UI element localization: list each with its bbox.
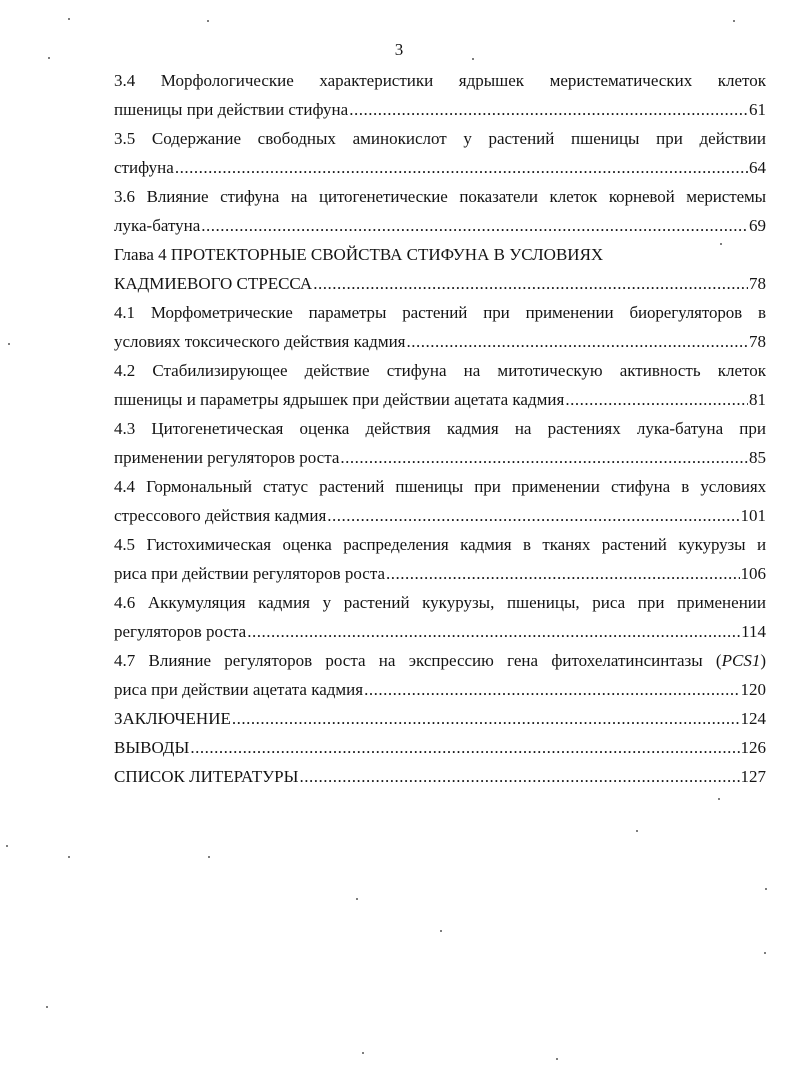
toc-entry-4-1[interactable] (114, 298, 766, 356)
toc-page-ref: 64 (749, 158, 766, 177)
scan-speck (46, 1006, 48, 1008)
toc-entry-title-line: 3.5 Содержание свободных аминокислот у растений пшеницы при действии (114, 129, 766, 148)
toc-page-ref: 126 (740, 738, 766, 757)
toc-page-ref: 81 (749, 390, 766, 409)
toc-entry-last-line (114, 704, 766, 733)
toc-entry-last-line (114, 443, 766, 472)
toc-chapter-title-line (114, 240, 766, 269)
dot-leader (190, 733, 739, 762)
dot-leader (201, 211, 748, 240)
toc-page-ref: 127 (740, 767, 766, 786)
toc-entry-title-end: лука-батуна (114, 216, 201, 235)
toc-entry-title-end: риса при действии регуляторов роста (114, 564, 386, 583)
toc-entry-3-6[interactable] (114, 182, 766, 240)
toc-entry-title-end: стрессового действия кадмия (114, 506, 327, 525)
scan-speck (362, 1052, 364, 1054)
toc-entry-title-end: пшеницы при действии стифуна (114, 100, 349, 119)
dot-leader (407, 327, 749, 356)
toc-entry-4-3[interactable] (114, 414, 766, 472)
toc-entry-conclusion[interactable] (114, 704, 766, 733)
toc-entry-last-line (114, 675, 766, 704)
toc-entry-findings[interactable] (114, 733, 766, 762)
toc-entry-title-line: 4.4 Гормональный статус растений пшеницы при применении стифуна в условиях (114, 477, 766, 496)
toc-entry-4-7[interactable] (114, 646, 766, 704)
scan-speck (720, 243, 722, 245)
toc-page-ref: 78 (749, 274, 766, 293)
page-number: 3 (394, 40, 404, 59)
toc-entry-title-line: 3.6 Влияние стифуна на цитогенетические показатели клеток корневой меристемы (114, 187, 766, 206)
scan-speck (6, 845, 8, 847)
dot-leader (313, 269, 748, 298)
toc-entry-last-line (114, 211, 766, 240)
scan-speck (733, 20, 735, 22)
dot-leader (364, 675, 739, 704)
toc-entry-3-5[interactable] (114, 124, 766, 182)
toc-entry-title-end: применении регуляторов роста (114, 448, 340, 467)
toc-entry-title-line: 4.5 Гистохимическая оценка распределения кадмия в тканях растений кукурузы и (114, 535, 766, 554)
scan-speck (764, 952, 766, 954)
scan-speck (68, 18, 70, 20)
toc-entry-title-line: 4.3 Цитогенетическая оценка действия кадмия на растениях лука-батуна при (114, 419, 766, 438)
toc-entry-last-line (114, 762, 766, 791)
scan-speck (718, 798, 720, 800)
toc-chapter-title: Глава 4 ПРОТЕКТОРНЫЕ СВОЙСТВА СТИФУНА В УСЛОВИЯХ (114, 245, 604, 264)
toc-entry-title-end: ВЫВОДЫ (114, 738, 190, 757)
dot-leader (327, 501, 739, 530)
toc-page-ref: 69 (749, 216, 766, 235)
scan-speck (472, 58, 474, 60)
dot-leader (175, 153, 748, 182)
scan-speck (68, 856, 70, 858)
toc-page-ref: 61 (749, 100, 766, 119)
toc-entry-title-end: пшеницы и параметры ядрышек при действии ацетата кадмия (114, 390, 565, 409)
dot-leader (232, 704, 740, 733)
toc-page-ref: 124 (740, 709, 766, 728)
table-of-contents (114, 66, 766, 791)
scan-speck (636, 830, 638, 832)
gene-name-italic: PCS1 (721, 651, 761, 670)
dot-leader (247, 617, 740, 646)
toc-entry-last-line (114, 327, 766, 356)
scan-speck (765, 888, 767, 890)
scan-speck (440, 930, 442, 932)
toc-entry-last-line (114, 559, 766, 588)
toc-entry-3-4[interactable] (114, 66, 766, 124)
toc-entry-last-line (114, 385, 766, 414)
toc-entry-title-text: ) (760, 651, 766, 670)
scan-speck (556, 1058, 558, 1060)
dot-leader (386, 559, 739, 588)
dot-leader (340, 443, 748, 472)
toc-entry-title-end: условиях токсического действия кадмия (114, 332, 406, 351)
dot-leader (349, 95, 748, 124)
toc-entry-last-line (114, 269, 766, 298)
toc-entry-title-end: стифуна (114, 158, 174, 177)
toc-entry-last-line (114, 501, 766, 530)
toc-entry-title-end: регуляторов роста (114, 622, 247, 641)
toc-entry-chapter-4[interactable] (114, 240, 766, 298)
dot-leader (299, 762, 739, 791)
scan-speck (356, 898, 358, 900)
scan-speck (8, 343, 10, 345)
toc-entry-title-end: риса при действии ацетата кадмия (114, 680, 364, 699)
toc-entry-title-line: 4.1 Морфометрические параметры растений при применении биорегуляторов в (114, 303, 766, 322)
toc-page-ref: 114 (741, 622, 766, 641)
toc-entry-last-line (114, 617, 766, 646)
scan-speck (208, 856, 210, 858)
toc-entry-last-line (114, 153, 766, 182)
toc-entry-title-end: КАДМИЕВОГО СТРЕССА (114, 274, 313, 293)
toc-entry-title-line (114, 646, 766, 675)
toc-entry-references[interactable] (114, 762, 766, 791)
toc-entry-4-6[interactable] (114, 588, 766, 646)
toc-page-ref: 120 (740, 680, 766, 699)
toc-entry-4-4[interactable] (114, 472, 766, 530)
toc-entry-title-text: 4.7 Влияние регуляторов роста на экспрессию гена фитохелатинсинтазы ( (114, 651, 722, 670)
toc-page-ref: 106 (740, 564, 766, 583)
toc-entry-title-line: 3.4 Морфологические характеристики ядрышек меристематических клеток (114, 71, 766, 90)
toc-entry-4-5[interactable] (114, 530, 766, 588)
toc-page-ref: 78 (749, 332, 766, 351)
dot-leader (565, 385, 748, 414)
scan-speck (207, 20, 209, 22)
toc-page-ref: 101 (740, 506, 766, 525)
toc-entry-4-2[interactable] (114, 356, 766, 414)
toc-entry-last-line (114, 95, 766, 124)
toc-entry-title-line: 4.2 Стабилизирующее действие стифуна на митотическую активность клеток (114, 361, 766, 380)
toc-entry-title-end: ЗАКЛЮЧЕНИЕ (114, 709, 231, 728)
scan-speck (48, 57, 50, 59)
toc-entry-last-line (114, 733, 766, 762)
toc-entry-title-line: 4.6 Аккумуляция кадмия у растений кукурузы, пшеницы, риса при применении (114, 593, 766, 612)
toc-page-ref: 85 (749, 448, 766, 467)
toc-entry-title-end: СПИСОК ЛИТЕРАТУРЫ (114, 767, 299, 786)
